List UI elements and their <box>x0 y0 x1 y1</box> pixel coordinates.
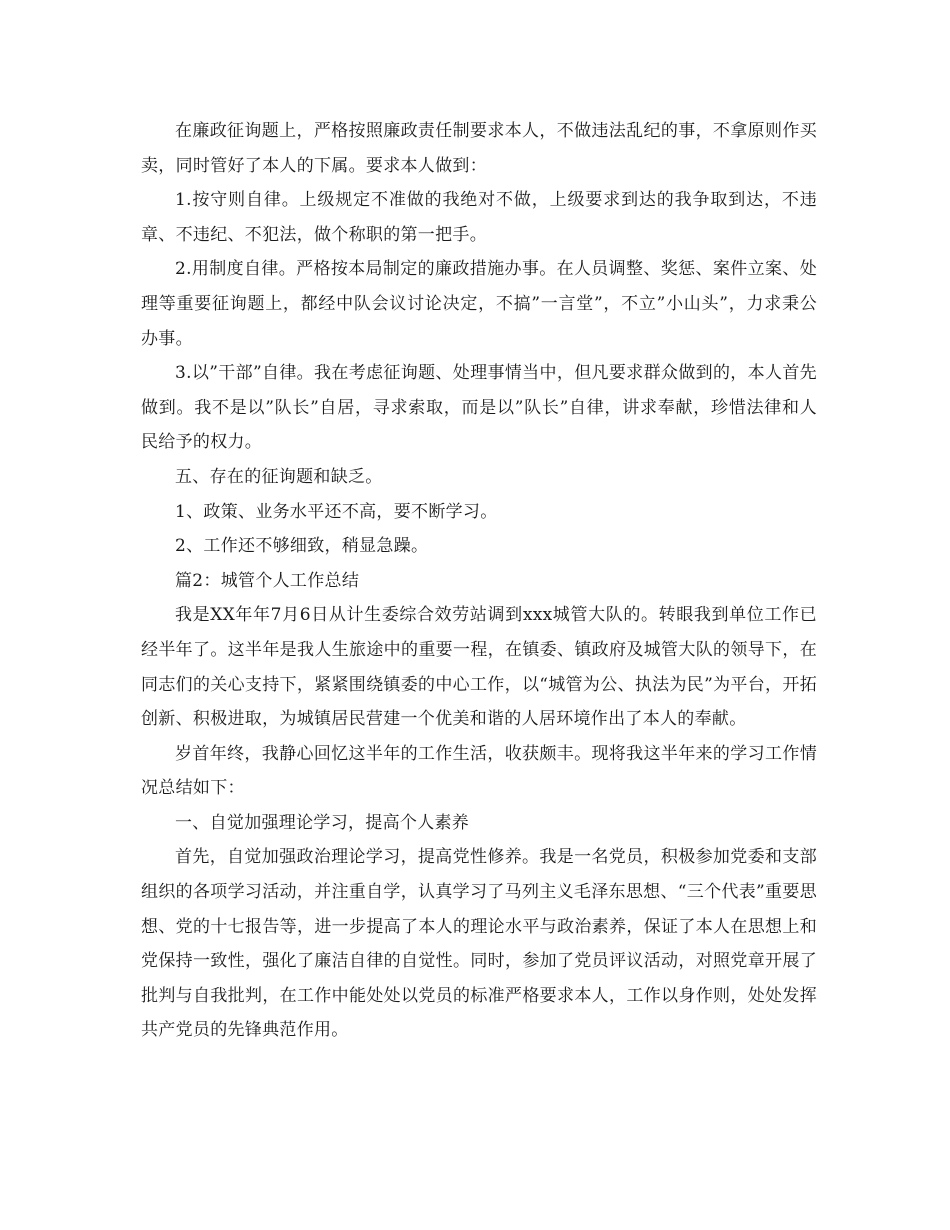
paragraph-summary-lead: 岁首年终，我静心回忆这半年的工作生活，收获颇丰。现将我这半年来的学习工作情况总结如下： <box>141 743 817 799</box>
paragraph-intro: 我是XX年年7月6日从计生委综合效劳站调到xxx城管大队的。转眼我到单位工作已经半年了。这半年是我人生旅途中的重要一程，在镇委、镇政府及城管大队的领导下，在同志们的关心支持下，紧紧围绕镇委的中心工作，以“城管为公、执法为民”为平台，开拓创新、积极进取，为城镇居民营建一个优美和谐的人居环境作出了本人的奉献。 <box>141 605 817 730</box>
paragraph-rule-1: 1.按守则自律。上级规定不准做的我绝对不做，上级要求到达的我争取到达，不违章、不违纪、不犯法，做个称职的第一把手。 <box>141 190 817 245</box>
paragraph-problem-2: 2、工作还不够细致，稍显急躁。 <box>175 536 429 557</box>
paragraph-rule-3: 3.以”干部”自律。我在考虑征询题、处理事情当中，但凡要求群众做到的，本人首先做到。我不是以”队长”自居，寻求索取，而是以”队长”自律，讲求奉献，珍惜法律和人民给予的权力。 <box>141 363 817 453</box>
document-body <box>141 114 817 1048</box>
paragraph-problem-1: 1、政策、业务水平还不高，要不断学习。 <box>175 501 498 522</box>
paragraph-rule-2: 2.用制度自律。严格按本局制定的廉政措施办事。在人员调整、奖惩、案件立案、处理等重要征询题上，都经中队会议讨论决定，不搞”一言堂”，不立”小山头”，力求秉公办事。 <box>141 259 817 349</box>
section-heading-problems: 五、存在的征询题和缺乏。 <box>175 466 383 487</box>
section-heading-theory-study: 一、自觉加强理论学习，提高个人素养 <box>175 812 470 833</box>
paragraph-theory-study: 首先，自觉加强政治理论学习，提高党性修养。我是一名党员，积极参加党委和支部组织的各项学习活动，并注重自学，认真学习了马列主义毛泽东思想、“三个代表”重要思想、党的十七报告等，进一步提高了本人的理论水平与政治素养，保证了本人在思想上和党保持一致性，强化了廉洁自律的自觉性。同时，参加了党员评议活动，对照党章开展了批判与自我批判，在工作中能处处以党员的标准严格要求本人，工作以身作则，处处发挥共产党员的先锋典范作用。 <box>141 847 817 1041</box>
article-title: 篇2：城管个人工作总结 <box>175 570 360 591</box>
paragraph-integrity-intro: 在廉政征询题上，严格按照廉政责任制要求本人，不做违法乱纪的事，不拿原则作买卖，同时管好了本人的下属。要求本人做到： <box>141 121 817 176</box>
